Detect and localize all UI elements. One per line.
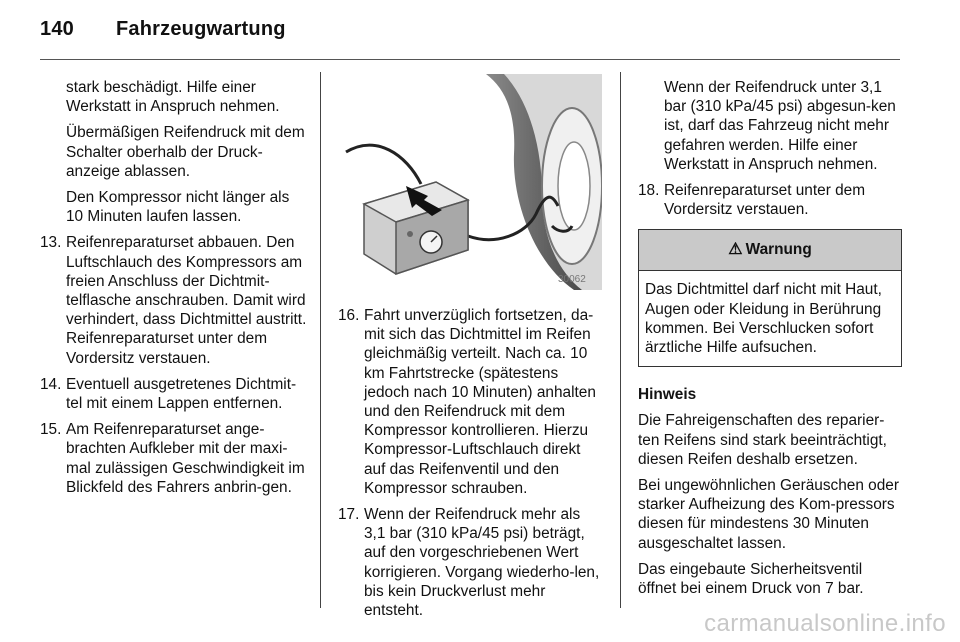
step-text: Fahrt unverzüglich fortsetzen, da-mit sich das Dichtmittel im Reifen gleichmäßig verteilt. Nach ca. 10 km Fahrtstrecke (spätestens jedoch nach 10 Minuten) anhalten und den Reifendruck mit dem Kompressor kontrollieren. Hierzu Kompressor-Luftschlauch direkt auf das Reifenventil und den Kompressor schrauben. xyxy=(364,307,596,497)
watermark: carmanualsonline.info xyxy=(704,610,946,637)
header-rule xyxy=(40,59,900,60)
step-number: 13. xyxy=(40,234,62,252)
column-divider-1 xyxy=(320,72,321,608)
list-item xyxy=(40,420,308,497)
column-1 xyxy=(40,78,308,504)
step-number: 16. xyxy=(338,307,360,324)
note-paragraph: Bei ungewöhnlichen Geräuschen oder starker Aufheizung des Kom-pressors diesen für mindestens 30 Minuten ausgeschaltet lassen. xyxy=(638,477,899,552)
step-text: Reifenreparaturset unter dem Vordersitz verstauen. xyxy=(664,182,866,219)
list-item xyxy=(338,306,604,498)
list-item xyxy=(40,375,308,413)
step-text: Eventuell ausgetretenes Dichtmit-tel mit einem Lappen entfernen. xyxy=(66,375,297,413)
warning-box xyxy=(638,229,902,367)
step-number: 17. xyxy=(338,506,360,524)
page-number: 140 xyxy=(40,18,74,40)
compressor-drawing xyxy=(336,74,602,290)
page-title: Fahrzeugwartung xyxy=(116,18,286,40)
column-3 xyxy=(638,78,902,605)
column-2 xyxy=(338,306,604,627)
list-item xyxy=(338,505,604,620)
note-paragraph: Das eingebaute Sicherheitsventil öffnet bei einem Druck von 7 bar. xyxy=(638,560,864,598)
list-item xyxy=(638,181,902,219)
step-text: Reifenreparaturset abbauen. Den Luftschlauch des Kompressors am freien Anschluss der Dichtmit-telflasche anschrauben. Damit wird verhindert, dass Dichtmittel austritt. Reifenreparaturset unter dem Vordersitz verstauen. xyxy=(66,234,307,367)
column-divider-2 xyxy=(620,72,621,608)
note-title: Hinweis xyxy=(638,386,697,404)
figure-number: 30062 xyxy=(558,274,586,285)
paragraph: Den Kompressor nicht länger als 10 Minuten laufen lassen. xyxy=(66,189,290,226)
paragraph: Übermäßigen Reifendruck mit dem Schalter oberhalb der Druck-anzeige ablassen. xyxy=(66,124,305,180)
warning-text: Das Dichtmittel darf nicht mit Haut, Augen oder Kleidung in Berührung kommen. Bei Verschlucken sofort ärztliche Hilfe aufsuchen. xyxy=(645,281,882,357)
list-item xyxy=(40,233,308,367)
step-number: 14. xyxy=(40,375,62,393)
step-text: Am Reifenreparaturset ange-brachten Aufkleber mit der maxi-mal zulässigen Geschwindigkeit im Blickfeld des Fahrers anbrin-gen. xyxy=(66,421,305,496)
warning-header xyxy=(639,230,901,271)
step-number: 18. xyxy=(638,182,660,200)
page-header xyxy=(40,18,286,41)
paragraph: Wenn der Reifendruck unter 3,1 bar (310 kPa/45 psi) abgesun-ken ist, darf das Fahrzeug nicht mehr gefahren werden. Hilfe einer Werkstatt in Anspruch nehmen. xyxy=(664,79,896,173)
step-text: Wenn der Reifendruck mehr als 3,1 bar (310 kPa/45 psi) beträgt, auf den vorgeschriebenen Wert korrigieren. Vorgang wiederho-len, bis kein Druckverlust mehr entsteht. xyxy=(364,506,600,620)
step-number: 15. xyxy=(40,421,62,439)
note-paragraph: Die Fahreigenschaften des reparier-ten Reifens sind stark beeinträchtigt, diesen Reifen deshalb ersetzen. xyxy=(638,412,887,468)
compressor-illustration xyxy=(336,74,602,290)
warning-title: Warnung xyxy=(745,241,812,259)
warning-icon: ⚠ xyxy=(728,241,743,259)
paragraph: stark beschädigt. Hilfe einer Werkstatt in Anspruch nehmen. xyxy=(66,79,280,116)
